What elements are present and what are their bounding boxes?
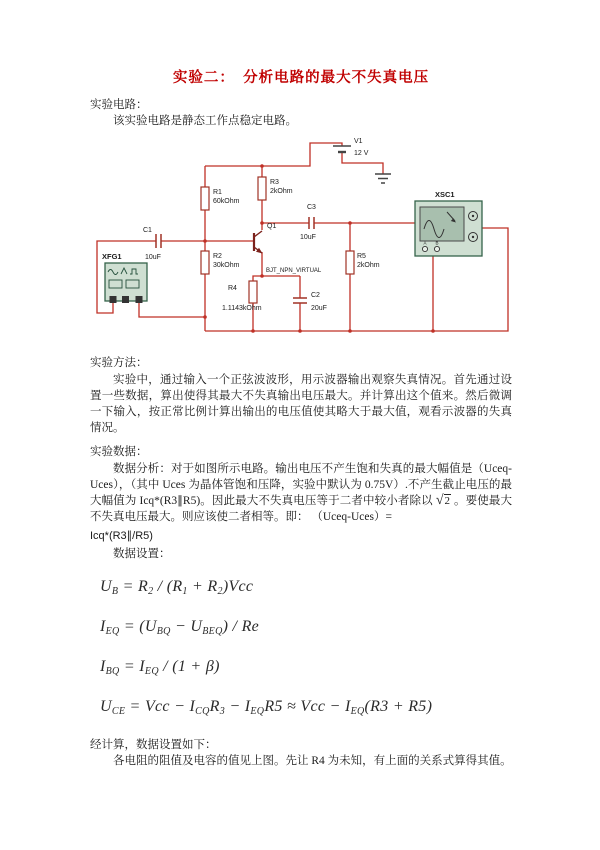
formula-text: − U bbox=[170, 617, 203, 635]
formula-list bbox=[100, 569, 512, 729]
label-r5-value: 2kOhm bbox=[357, 262, 380, 270]
oscilloscope-xsc1 bbox=[415, 201, 482, 256]
resistor-r4-symbol bbox=[249, 281, 257, 303]
scope-terminal-a-label: A bbox=[423, 240, 427, 246]
scope-terminal-b-label: B bbox=[435, 240, 439, 246]
formula-text: = (U bbox=[119, 617, 157, 635]
label-c1-value: 10uF bbox=[145, 254, 161, 262]
junction-dot bbox=[348, 330, 352, 334]
formula-text: I bbox=[100, 617, 106, 635]
formula-text: R bbox=[209, 697, 220, 715]
resistor-r3-symbol bbox=[258, 177, 266, 200]
label-c3-value: 10uF bbox=[300, 234, 316, 242]
junction-dot bbox=[260, 165, 264, 169]
label-r1-ref: R1 bbox=[213, 189, 222, 197]
formula-text: R5 ≈ Vcc − I bbox=[264, 697, 351, 715]
ground-icon bbox=[375, 174, 391, 183]
document-title: 实验二： 分析电路的最大不失真电压 bbox=[172, 70, 430, 86]
formula-subscript: 2 bbox=[148, 585, 154, 597]
formula-line bbox=[100, 569, 512, 609]
data-analysis-text bbox=[90, 461, 512, 526]
method-text: 实验中，通过输入一个正弦波波形，用示波器输出观察失真情况。首先通过设置一些数据，算出使得其最大不失真输出电压最大。并计算出这个值来。然后微调一下输入，按正常比例计算出输出的电压值使其略大于最大值，观看示波器的失真情况。 bbox=[90, 373, 512, 435]
formula-subscript: CQ bbox=[195, 705, 210, 717]
label-c2-ref: C2 bbox=[311, 292, 320, 300]
junction-dot bbox=[203, 316, 207, 320]
formula-text: = I bbox=[119, 657, 145, 675]
formula-line bbox=[100, 609, 512, 649]
formula-text: − I bbox=[225, 697, 251, 715]
sqrt-2-expression bbox=[433, 495, 454, 507]
schematic-svg bbox=[85, 131, 520, 349]
formula-text: U bbox=[100, 577, 112, 595]
label-r2-ref: R2 bbox=[213, 253, 222, 261]
resistor-r1-symbol bbox=[201, 187, 209, 210]
formula-text: = Vcc − I bbox=[125, 697, 196, 715]
transistor-collector bbox=[254, 231, 262, 237]
battery-v1-symbol bbox=[333, 146, 351, 152]
junction-dot bbox=[298, 330, 302, 334]
xfg1-terminal-common bbox=[122, 296, 129, 303]
circuit-intro-text: 该实验电路是静态工作点稳定电路。 bbox=[113, 115, 297, 128]
capacitor-c1-symbol bbox=[156, 234, 161, 248]
formula-subscript: 2 bbox=[217, 585, 223, 597]
section-heading-circuit: 实验电路： bbox=[90, 99, 148, 111]
oscilloscope-screen bbox=[420, 207, 464, 241]
scope-knob-top-dot bbox=[472, 215, 474, 217]
label-r3-ref: R3 bbox=[270, 179, 279, 187]
label-r5-ref: R5 bbox=[357, 253, 366, 261]
section-heading-data: 实验数据： bbox=[90, 446, 148, 459]
label-v1-value: 12 V bbox=[354, 150, 369, 158]
formula-subscript: EQ bbox=[144, 665, 159, 677]
capacitor-c2-symbol bbox=[293, 298, 307, 303]
junction-dot bbox=[431, 330, 435, 334]
formula-subscript: BQ bbox=[156, 625, 171, 637]
formula-text: / (R bbox=[153, 577, 183, 595]
transistor-q1-symbol bbox=[254, 231, 263, 254]
wire-vcc-rail bbox=[205, 143, 342, 166]
label-v1-ref: V1 bbox=[354, 138, 363, 146]
formula-line bbox=[100, 689, 512, 729]
label-q1-model: BJT_NPN_VIRTUAL bbox=[266, 268, 322, 275]
closing-line: 各电阻的阻值及电容的值见上图。先让 R4 为未知，有上面的关系式算得其值。 bbox=[113, 754, 512, 767]
formula-line bbox=[100, 649, 512, 689]
formula-subscript: EQ bbox=[250, 705, 265, 717]
label-c3-ref: C3 bbox=[307, 204, 316, 212]
label-r4-ref: R4 bbox=[228, 285, 237, 293]
radicand: 2 bbox=[444, 495, 450, 508]
resistors bbox=[201, 177, 354, 303]
formula-subscript: 3 bbox=[219, 705, 226, 717]
junction-dot bbox=[203, 240, 207, 244]
scope-terminal-a bbox=[422, 247, 427, 252]
formula-subscript: 1 bbox=[182, 585, 188, 597]
wire-emitter-node bbox=[253, 276, 300, 281]
data-text-part1: 数据分析：对于如图所示电路。输出电压不产生饱和失真的最大幅值是（Uceq-Uces），（其中 Uces 为晶体管饱和压降，实验中默认为 0.75V）.不产生截止电压的最大幅值为 Icq*(R3∥R5)。因此最大不失真电压等于二者中较小者除以 bbox=[90, 462, 512, 508]
radical-sign: √ bbox=[435, 493, 444, 509]
label-xsc1-ref: XSC1 bbox=[435, 190, 455, 200]
formula-subscript: EQ bbox=[105, 625, 120, 637]
label-r1-value: 60kOhm bbox=[213, 198, 240, 206]
wire-xfg-common bbox=[139, 303, 205, 317]
formula-subscript: EQ bbox=[350, 705, 365, 717]
formula-subscript: CE bbox=[111, 705, 126, 717]
resistor-r5-symbol bbox=[346, 251, 354, 274]
scope-knob-bottom-dot bbox=[472, 236, 474, 238]
formula-text: I bbox=[100, 657, 106, 675]
xfg1-terminals bbox=[110, 296, 143, 303]
label-xfg1-ref: XFG1 bbox=[102, 252, 122, 262]
data-text-part2: 。要使最大不失真电压最大。则应该使二者相等。即： （Uceq-Uces）= bbox=[90, 495, 512, 524]
junction-dot bbox=[260, 275, 264, 279]
function-generator-xfg1 bbox=[105, 263, 147, 303]
label-q1-ref: Q1 bbox=[267, 223, 277, 231]
label-r2-value: 30kOhm bbox=[213, 262, 240, 270]
formula-text: = R bbox=[118, 577, 149, 595]
formula-text: / (1 + β) bbox=[158, 657, 220, 675]
formula-text: + R bbox=[187, 577, 218, 595]
resistor-r2-symbol bbox=[201, 251, 209, 274]
icq-formula-line: Icq*(R3∥/R5) bbox=[90, 530, 153, 543]
capacitor-c3-symbol bbox=[309, 217, 314, 229]
section-heading-method: 实验方法： bbox=[90, 357, 148, 370]
xfg1-terminal-plus bbox=[110, 296, 117, 303]
junction-dot bbox=[260, 222, 264, 226]
formula-subscript: BEQ bbox=[202, 625, 223, 637]
label-r4-value: 1.1143kOhm bbox=[222, 305, 262, 313]
label-c2-value: 20uF bbox=[311, 305, 327, 313]
label-c1-ref: C1 bbox=[143, 227, 152, 235]
settings-label: 数据设置： bbox=[113, 548, 171, 561]
ground-bars bbox=[375, 174, 391, 183]
junction-dot bbox=[251, 330, 255, 334]
formula-subscript: B bbox=[111, 585, 119, 597]
junction-dot bbox=[348, 222, 352, 226]
formula-text: (R3 + R5) bbox=[364, 697, 433, 715]
formula-text: )Vcc bbox=[222, 577, 254, 595]
circuit-diagram bbox=[90, 131, 512, 349]
scope-terminal-b bbox=[434, 247, 439, 252]
formula-text: ) / Re bbox=[222, 617, 260, 635]
formula-text: U bbox=[100, 697, 112, 715]
formula-subscript: BQ bbox=[105, 665, 120, 677]
calc-line: 经计算，数据设置如下： bbox=[90, 738, 217, 751]
xfg1-terminal-minus bbox=[136, 296, 143, 303]
label-r3-value: 2kOhm bbox=[270, 188, 293, 196]
component-labels bbox=[102, 138, 455, 312]
